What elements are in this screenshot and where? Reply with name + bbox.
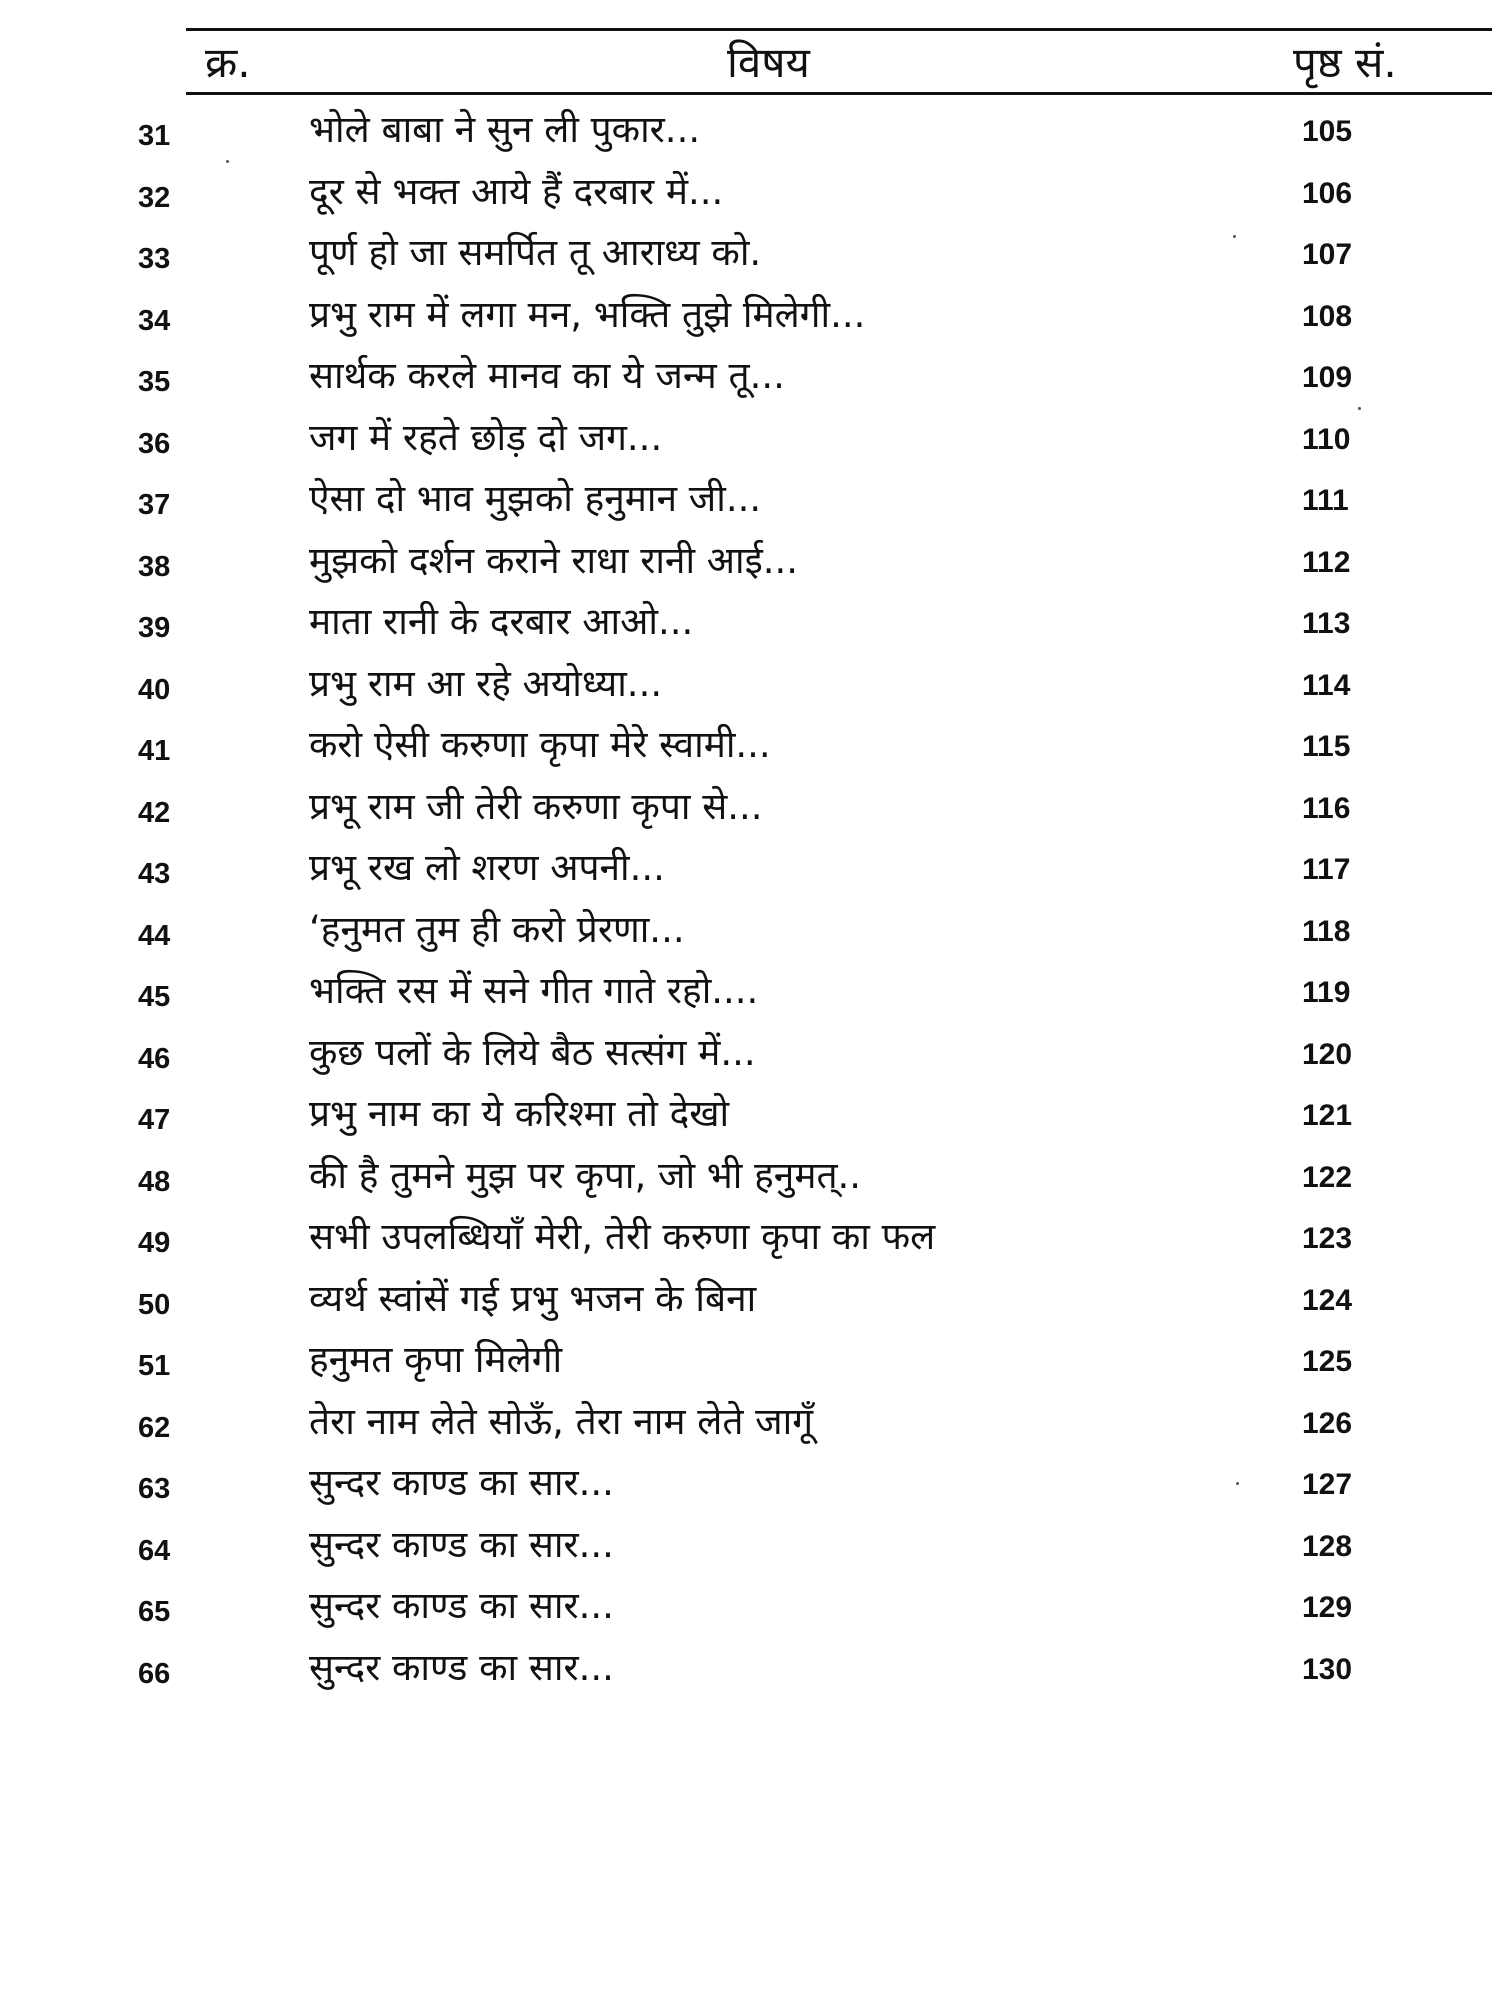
- entry-page-number: 119: [1302, 976, 1351, 1009]
- entry-page-number: 127: [1302, 1468, 1353, 1501]
- entry-title: प्रभु नाम का ये करिश्मा तो देखो: [309, 1092, 730, 1135]
- table-row: [0, 1578, 1500, 1640]
- entry-number: 44: [138, 919, 171, 952]
- table-row: [0, 594, 1500, 656]
- table-row: [0, 1640, 1500, 1702]
- entry-title: करो ऐसी करुणा कृपा मेरे स्वामी...: [309, 723, 771, 766]
- entry-title: कुछ पलों के लिये बैठ सत्संग में...: [309, 1030, 756, 1074]
- table-row: [0, 287, 1500, 349]
- entry-title: व्यर्थ स्वांसें गई प्रभु भजन के बिना: [309, 1276, 757, 1320]
- entry-page-number: 114: [1302, 668, 1351, 702]
- entry-title: सुन्दर काण्ड का सार...: [309, 1645, 614, 1689]
- table-row: [0, 963, 1500, 1025]
- entry-number: 62: [138, 1411, 171, 1444]
- entry-title: सुन्दर काण्ड का सार...: [309, 1461, 614, 1504]
- entry-title: सुन्दर काण्ड का सार...: [309, 1522, 614, 1566]
- entry-number: 49: [138, 1227, 171, 1259]
- entry-page-number: 109: [1302, 361, 1353, 394]
- entry-number: 40: [138, 673, 171, 706]
- entry-number: 46: [138, 1042, 171, 1075]
- entry-title: भक्ति रस में सने गीत गाते रहो....: [309, 969, 759, 1012]
- entry-number: 43: [138, 858, 171, 890]
- table-row: [0, 902, 1500, 964]
- table-row: [0, 840, 1500, 902]
- scan-speck: [226, 160, 229, 163]
- entry-page-number: 128: [1302, 1529, 1353, 1563]
- entry-title: ‘हनुमत तुम ही करो प्रेरणा...: [309, 907, 685, 951]
- entry-number: 35: [138, 366, 171, 398]
- entry-title: हनुमत कृपा मिलेगी: [309, 1338, 563, 1381]
- entry-title: प्रभू रख लो शरण अपनी...: [309, 846, 665, 889]
- header-number-label: क्र.: [205, 38, 251, 87]
- entry-title: सुन्दर काण्ड का सार...: [309, 1584, 614, 1627]
- entry-number: 38: [138, 550, 171, 583]
- scan-speck: [1233, 235, 1236, 238]
- entry-page-number: 126: [1302, 1406, 1353, 1440]
- entry-title: सभी उपलब्धियाँ मेरी, तेरी करुणा कृपा का फल: [309, 1215, 936, 1258]
- entry-page-number: 118: [1302, 914, 1351, 948]
- table-row: [0, 410, 1500, 472]
- entry-page-number: 129: [1302, 1591, 1353, 1624]
- entry-number: 36: [138, 427, 171, 460]
- entry-page-number: 123: [1302, 1222, 1353, 1255]
- table-row: [0, 1025, 1500, 1087]
- entry-page-number: 121: [1302, 1099, 1353, 1132]
- entry-title: दूर से भक्त आये हैं दरबार में...: [309, 169, 724, 213]
- entry-number: 32: [138, 181, 171, 214]
- entry-number: 45: [138, 981, 171, 1013]
- table-row: [0, 164, 1500, 226]
- entry-number: 31: [138, 120, 171, 152]
- table-row: [0, 1394, 1500, 1456]
- entry-page-number: 112: [1302, 545, 1351, 579]
- entry-page-number: 111: [1302, 484, 1349, 517]
- table-row: [0, 1148, 1500, 1210]
- table-row: [0, 1086, 1500, 1148]
- table-row: [0, 656, 1500, 718]
- entry-number: 39: [138, 612, 171, 644]
- entry-title: जग में रहते छोड़ दो जग...: [309, 415, 663, 459]
- entry-page-number: 122: [1302, 1160, 1353, 1194]
- entry-number: 34: [138, 304, 171, 337]
- table-header: [0, 36, 1500, 90]
- entry-page-number: 110: [1302, 422, 1351, 456]
- table-row: [0, 102, 1500, 164]
- entry-number: 33: [138, 243, 171, 275]
- entry-number: 50: [138, 1288, 171, 1321]
- entry-number: 66: [138, 1657, 171, 1690]
- entry-page-number: 113: [1302, 607, 1351, 640]
- entry-page-number: 115: [1302, 730, 1351, 763]
- scan-speck: [1236, 1482, 1239, 1485]
- entry-page-number: 117: [1302, 853, 1351, 886]
- table-row: [0, 1517, 1500, 1579]
- table-row: [0, 225, 1500, 287]
- table-row: [0, 1455, 1500, 1517]
- entry-page-number: 116: [1302, 791, 1351, 825]
- entry-page-number: 130: [1302, 1652, 1353, 1686]
- entry-page-number: 105: [1302, 115, 1353, 148]
- entry-title: प्रभु राम आ रहे अयोध्या...: [309, 661, 663, 705]
- header-subject-label: विषय: [727, 38, 810, 87]
- entry-title: भोले बाबा ने सुन ली पुकार...: [309, 108, 701, 151]
- entry-page-number: 106: [1302, 176, 1353, 210]
- entry-title: प्रभू राम जी तेरी करुणा कृपा से...: [309, 784, 763, 828]
- header-page-label: पृष्ठ सं.: [1293, 38, 1397, 87]
- table-row: [0, 1209, 1500, 1271]
- entry-title: पूर्ण हो जा समर्पित तू आराध्य को.: [309, 231, 762, 274]
- scan-speck: [1358, 407, 1361, 410]
- entry-number: 47: [138, 1104, 171, 1136]
- entry-page-number: 107: [1302, 238, 1353, 271]
- table-row: [0, 1271, 1500, 1333]
- index-list: [0, 102, 1500, 1701]
- table-row: [0, 1332, 1500, 1394]
- entry-title: माता रानी के दरबार आओ...: [309, 600, 694, 643]
- entry-page-number: 125: [1302, 1345, 1353, 1378]
- entry-title: सार्थक करले मानव का ये जन्म तू...: [309, 354, 785, 397]
- entry-number: 48: [138, 1165, 171, 1198]
- entry-title: की है तुमने मुझ पर कृपा, जो भी हनुमत्..: [309, 1153, 862, 1197]
- entry-title: प्रभु राम में लगा मन, भक्ति तुझे मिलेगी...: [309, 292, 866, 336]
- entry-number: 64: [138, 1534, 171, 1567]
- header-bottom-rule: [186, 92, 1492, 95]
- table-row: [0, 533, 1500, 595]
- entry-number: 65: [138, 1596, 171, 1628]
- entry-title: ऐसा दो भाव मुझको हनुमान जी...: [309, 477, 762, 520]
- table-row: [0, 779, 1500, 841]
- header-top-rule: [186, 28, 1492, 31]
- entry-number: 42: [138, 796, 171, 829]
- entry-number: 63: [138, 1473, 171, 1505]
- entry-title: तेरा नाम लेते सोऊँ, तेरा नाम लेते जागूँ: [309, 1399, 814, 1443]
- entry-number: 37: [138, 489, 171, 521]
- table-row: [0, 471, 1500, 533]
- entry-page-number: 124: [1302, 1283, 1353, 1317]
- entry-title: मुझको दर्शन कराने राधा रानी आई...: [309, 538, 799, 582]
- table-row: [0, 348, 1500, 410]
- entry-number: 41: [138, 735, 171, 767]
- entry-page-number: 120: [1302, 1037, 1353, 1071]
- entry-number: 51: [138, 1350, 171, 1382]
- table-row: [0, 717, 1500, 779]
- entry-page-number: 108: [1302, 299, 1353, 333]
